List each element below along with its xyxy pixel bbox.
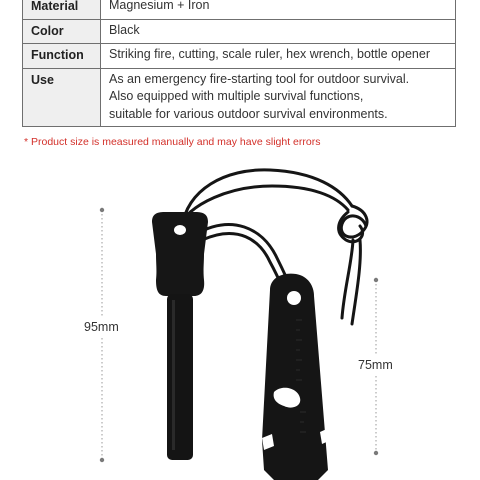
spec-label: Use	[23, 68, 101, 127]
use-line: Also equipped with multiple survival functions,	[109, 89, 364, 103]
scraper-hole	[287, 291, 301, 305]
ferro-rod	[167, 294, 193, 460]
rod-dimension-end	[100, 208, 104, 212]
spec-value: Magnesium + Iron	[101, 0, 456, 19]
use-line: suitable for various outdoor survival environments.	[109, 106, 388, 121]
use-line: As an emergency fire-starting tool for outdoor survival.	[109, 71, 410, 86]
rod-dimension-end	[100, 458, 104, 462]
spec-label: Color	[23, 19, 101, 44]
ferro-rod-highlight	[172, 300, 175, 450]
disclaimer-note: * Product size is measured manually and may have slight errors	[24, 136, 321, 148]
spec-value: Black	[101, 19, 456, 44]
fire-starter-handle	[152, 212, 208, 296]
spec-value: Striking fire, cutting, scale ruler, hex wrench, bottle opener	[101, 44, 456, 69]
handle-hole	[174, 225, 186, 235]
spec-label: Material	[23, 0, 101, 19]
scraper-dimension-end	[374, 451, 378, 455]
rod-length-label: 95mm	[84, 320, 119, 334]
spec-label: Function	[23, 44, 101, 69]
scraper-length-label: 75mm	[358, 358, 393, 372]
scraper-dimension-end	[374, 278, 378, 282]
